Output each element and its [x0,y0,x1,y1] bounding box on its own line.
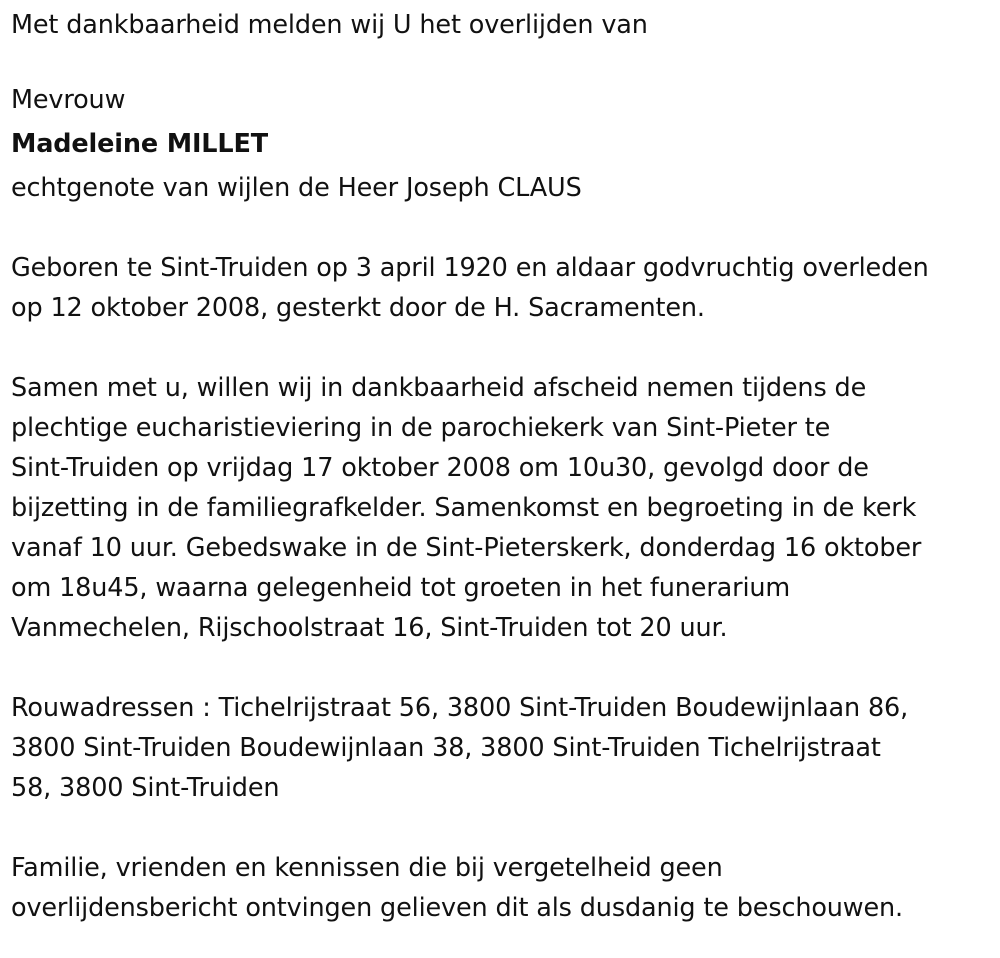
paragraph-line: bijzetting in de familiegrafkelder. Samenkomst en begroeting in de kerk [11,493,917,523]
addresses-paragraph [11,688,991,808]
paragraph-line: 3800 Sint-Truiden Boudewijnlaan 38, 3800 Sint-Truiden Tichelrijstraat [11,733,881,763]
paragraph-line: 58, 3800 Sint-Truiden [11,773,280,803]
spacer [11,648,991,688]
paragraph-line: Rouwadressen : Tichelrijstraat 56, 3800 Sint-Truiden Boudewijnlaan 86, [11,693,909,723]
ceremony-paragraph [11,368,991,648]
spouse-text: echtgenote van wijlen de Heer Joseph CLAUS [11,173,582,203]
paragraph-line: plechtige eucharistieviering in de parochiekerk van Sint-Pieter te [11,413,831,443]
paragraph-line: Samen met u, willen wij in dankbaarheid afscheid nemen tijdens de [11,373,867,403]
paragraph-line: overlijdensbericht ontvingen gelieven dit als dusdanig te beschouwen. [11,893,904,923]
spacer [11,808,991,848]
honorific: Mevrouw [11,85,126,115]
paragraph-line: vanaf 10 uur. Gebedswake in de Sint-Pieterskerk, donderdag 16 oktober [11,533,922,563]
spacer [11,45,991,80]
paragraph-line: om 18u45, waarna gelegenheid tot groeten in het funerarium [11,573,791,603]
paragraph-line: Sint-Truiden op vrijdag 17 oktober 2008 om 10u30, gevolgd door de [11,453,869,483]
closing-paragraph [11,848,991,928]
death-notice [11,5,991,928]
paragraph-line: Familie, vrienden en kennissen die bij vergetelheid geen [11,853,723,883]
intro-text: Met dankbaarheid melden wij U het overlijden van [11,10,648,40]
paragraph-line: op 12 oktober 2008, gesterkt door de H. Sacramenten. [11,293,705,323]
spacer [11,328,991,368]
birth-death-paragraph [11,248,991,328]
deceased-name: Madeleine MILLET [11,129,269,159]
paragraph-line: Geboren te Sint-Truiden op 3 april 1920 en aldaar godvruchtig overleden [11,253,929,283]
spacer [11,208,991,248]
paragraph-line: Vanmechelen, Rijschoolstraat 16, Sint-Truiden tot 20 uur. [11,613,728,643]
